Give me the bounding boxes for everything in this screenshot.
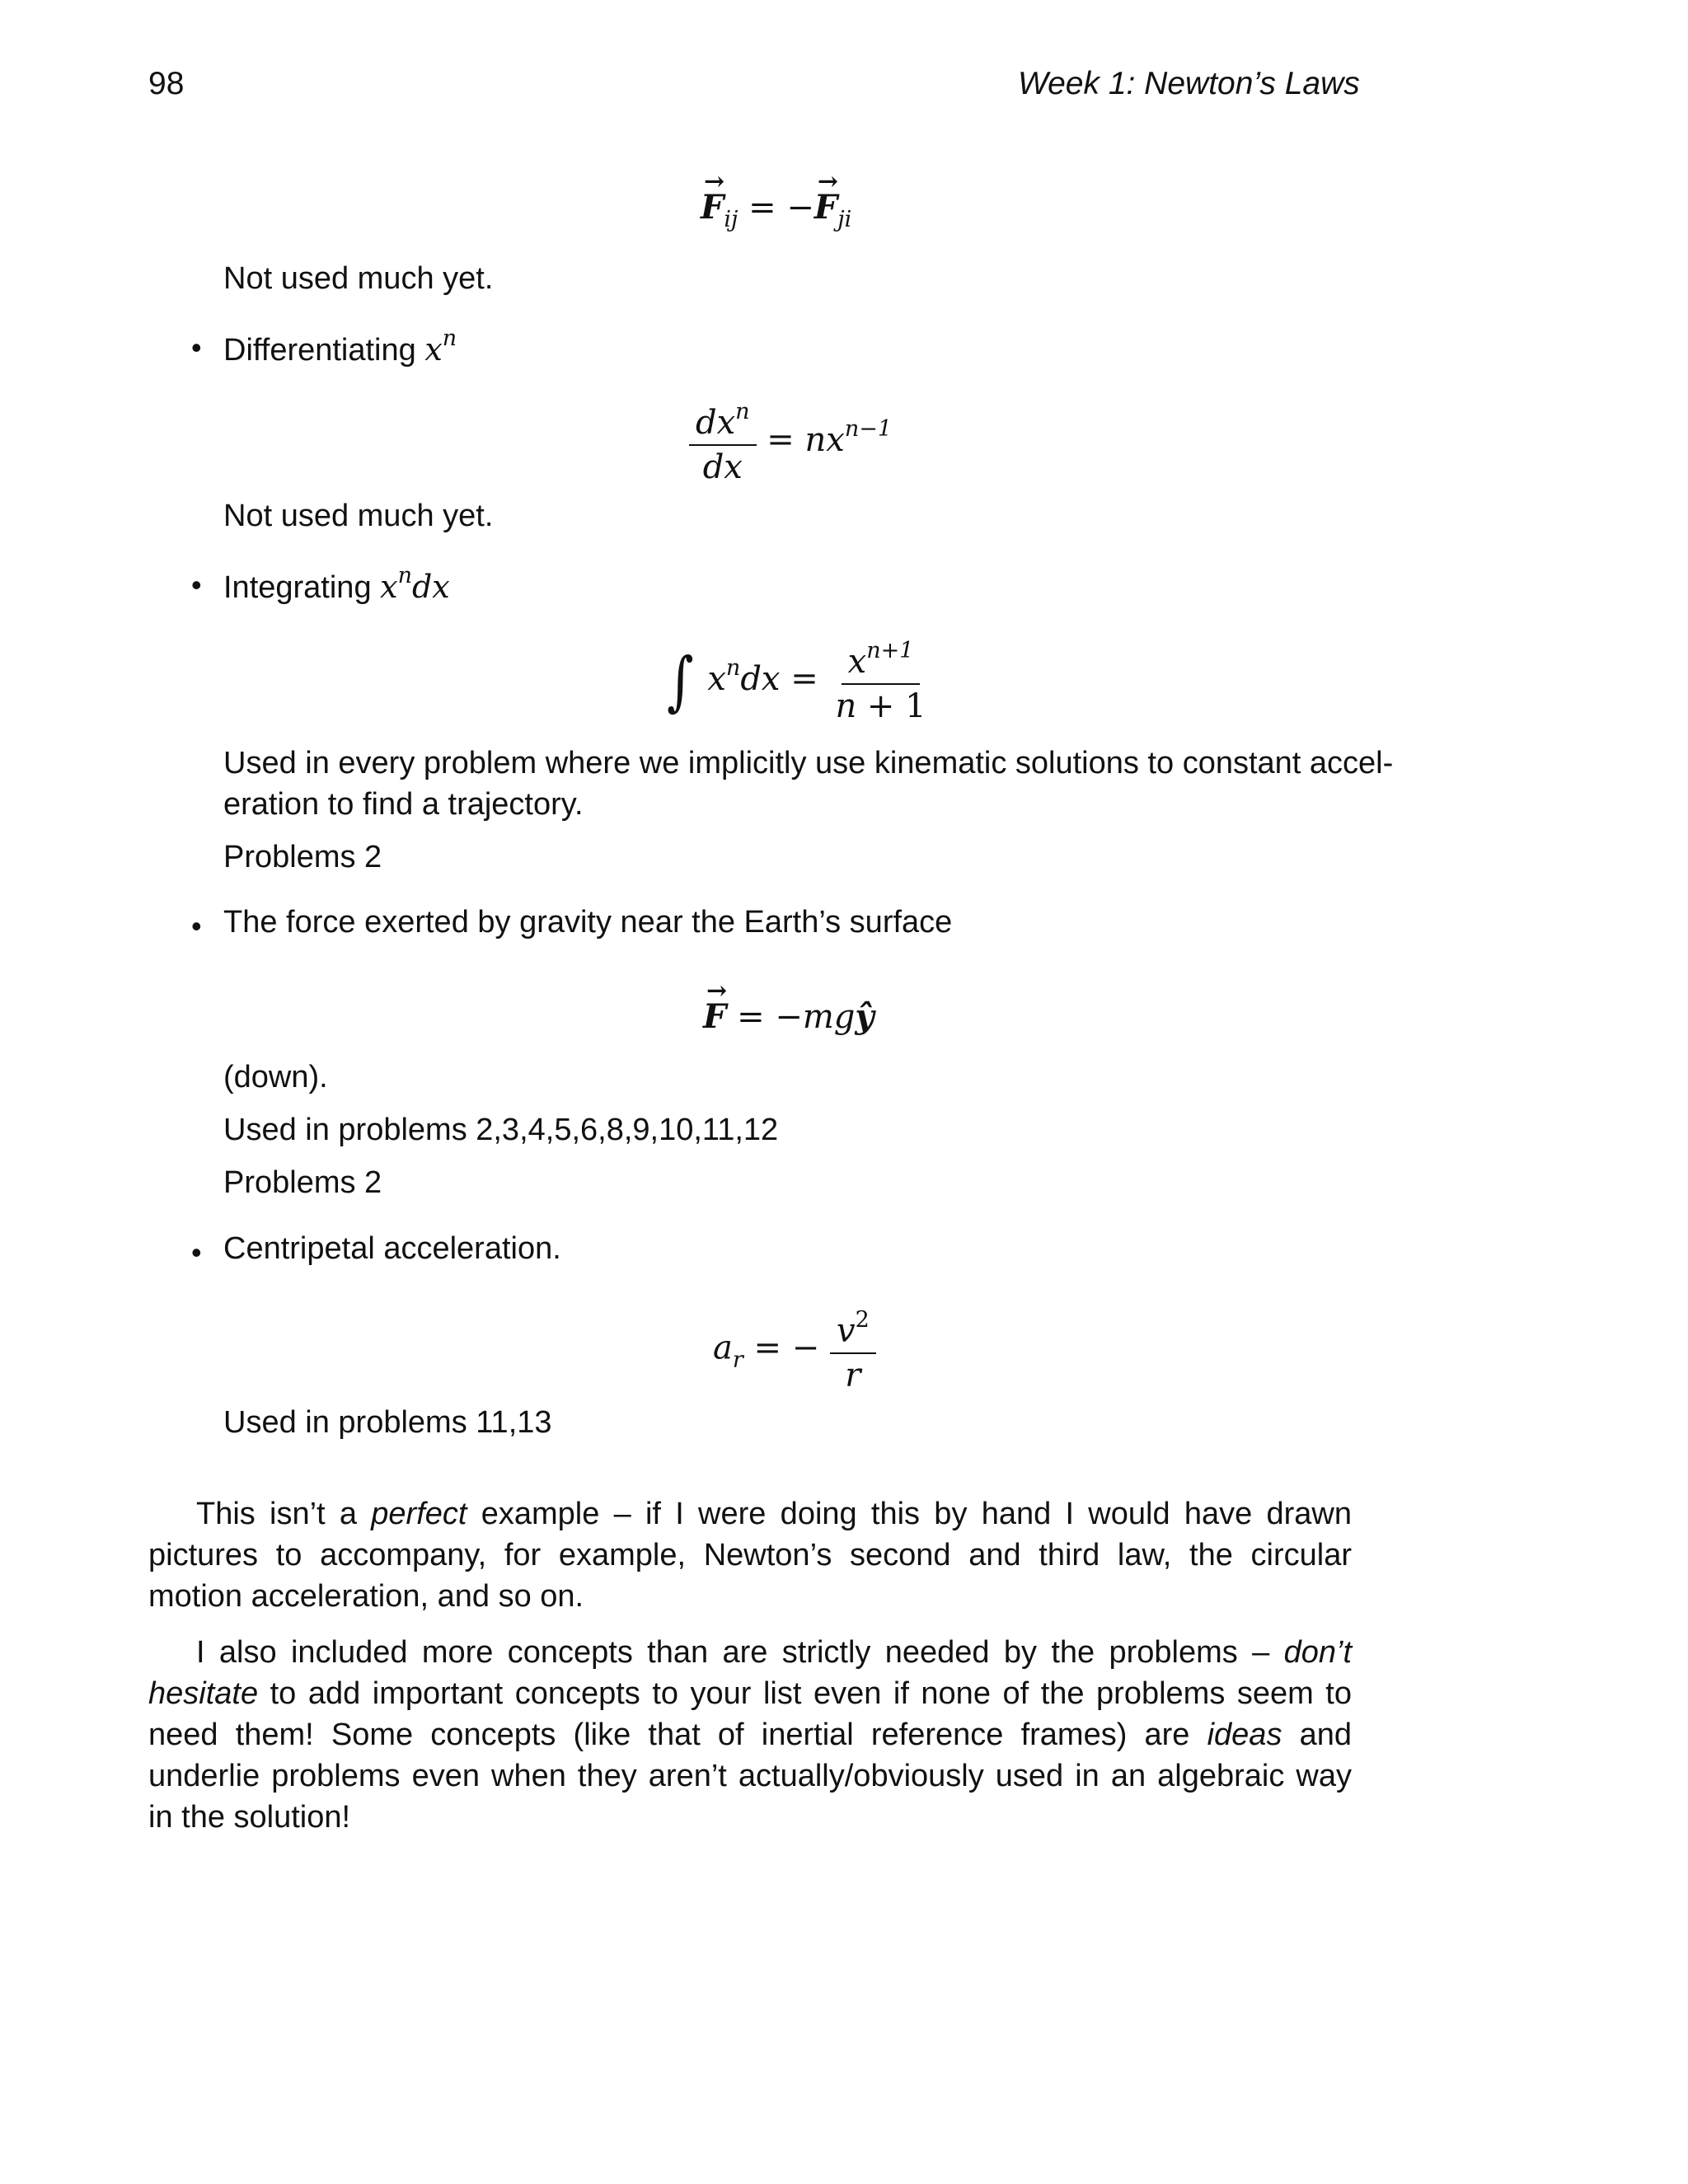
diff-math: $x^n$ bbox=[424, 326, 457, 368]
gravity-problems: Problems 2 bbox=[223, 1165, 382, 1200]
p1-text-a: This isn’t a bbox=[196, 1497, 372, 1531]
third-law-note: Not used much yet. bbox=[223, 261, 494, 296]
p2-emphasis-2: ideas bbox=[1207, 1718, 1282, 1752]
p2-text-b: to add important concepts to your list even if none of the problems seem to need them! Some concepts (like that of inertial reference frames) are bbox=[148, 1676, 1352, 1752]
p2-emphasis-1: don’t hesitate bbox=[148, 1635, 1352, 1711]
paragraph-perfect-example bbox=[148, 1493, 1352, 1617]
centripetal-label: Centripetal acceleration. bbox=[223, 1231, 561, 1266]
page-number: 98 bbox=[148, 66, 185, 101]
equation-gravity: → F = −mgŷ bbox=[703, 1001, 874, 1033]
int-note-line-2: eration to find a trajectory. bbox=[223, 787, 584, 822]
p1-emphasis: perfect bbox=[371, 1497, 467, 1531]
equation-integral: ∫ $x^ndx$ = $\frac{x^{n+1}}{n + 1}$ bbox=[667, 638, 926, 725]
diff-note: Not used much yet. bbox=[223, 499, 494, 533]
bullet-icon: • bbox=[191, 1235, 202, 1269]
list-item-differentiating bbox=[223, 324, 457, 371]
int-problems: Problems 2 bbox=[223, 840, 382, 874]
gravity-label: The force exerted by gravity near the Earth’s surface bbox=[223, 905, 953, 940]
p2-text-a: I also included more concepts than are strictly needed by the problems – bbox=[196, 1635, 1284, 1670]
equation-derivative: $\frac{dx^n}{dx}$ = $nx^{n-1}$ bbox=[689, 401, 892, 484]
int-math: $x^ndx$ bbox=[380, 563, 450, 605]
int-note-line-1: Used in every problem where we implicitly use kinematic solutions to constant accel- bbox=[223, 746, 1394, 780]
p1-text-b: example – if I were doing this by hand I would have drawn pictures to accompany, for example, Newton’s second and third law, the circular motion acceleration, and so on. bbox=[148, 1497, 1353, 1614]
running-title: Week 1: Newton’s Laws bbox=[1018, 66, 1360, 101]
bullet-icon: • bbox=[191, 330, 202, 364]
gravity-down: (down). bbox=[223, 1060, 328, 1094]
gravity-used: Used in problems 2,3,4,5,6,8,9,10,11,12 bbox=[223, 1113, 779, 1147]
list-item-integrating bbox=[223, 561, 450, 608]
equation-newton-third-law: → $F_{ij}$ = −→ $F_{ji}$ bbox=[701, 191, 851, 231]
paragraph-more-concepts bbox=[148, 1632, 1352, 1838]
diff-label: Differentiating bbox=[223, 333, 416, 368]
int-label: Integrating bbox=[223, 570, 372, 605]
centripetal-used: Used in problems 11,13 bbox=[223, 1405, 552, 1440]
bullet-icon: • bbox=[191, 909, 202, 943]
equation-centripetal: $a_r$ = − $\frac{v^2}{r}$ bbox=[713, 1309, 876, 1392]
p2-text-c: and underlie problems even when they aren’t actually/obviously used in an algebraic way in the solution! bbox=[148, 1718, 1352, 1835]
bullet-icon: • bbox=[191, 568, 202, 602]
